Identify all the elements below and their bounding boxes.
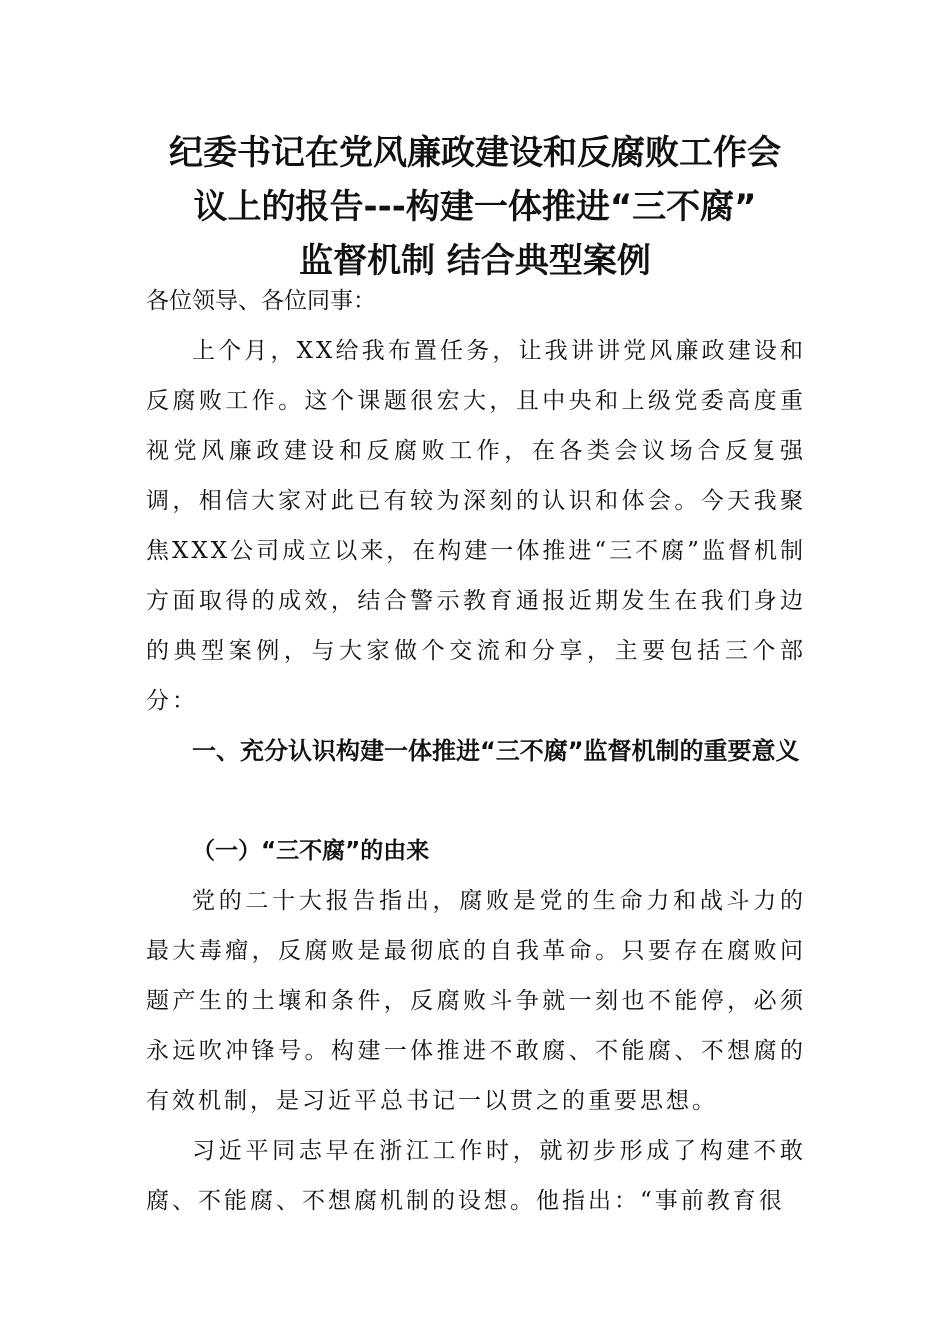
section-heading: 一、充分认识构建一体推进“三不腐”监督机制的重要意义	[192, 737, 800, 765]
subsection-heading: （一）“三不腐”的由来	[192, 838, 430, 864]
body-paragraph: 习近平同志早在浙江工作时，就初步形成了构建不敢腐、不能腐、不想腐机制的设想。他指出：“事前教育很	[146, 1138, 806, 1214]
document-title	[140, 126, 810, 288]
title-line-3: 监督机制 结合典型案例	[299, 241, 651, 281]
body-paragraph: 党的二十大报告指出，腐败是党的生命力和战斗力的最大毒瘤，反腐败是最彻底的自我革命。只要存在腐败问题产生的土壤和条件，反腐败斗争就一刻也不能停，必须永远吹冲锋号。构建一体推进不敢腐、不能腐、不想腐的有效机制，是习近平总书记一以贯之的重要思想。	[146, 888, 806, 1114]
title-line-1: 纪委书记在党风廉政建设和反腐败工作会	[169, 133, 781, 173]
salutation: 各位领导、各位同事：	[146, 288, 376, 314]
title-line-2: 议上的报告---构建一体推进“三不腐”	[193, 187, 757, 227]
intro-paragraph: 上个月，XX给我布置任务，让我讲讲党风廉政建设和反腐败工作。这个课题很宏大，且中央和上级党委高度重视党风廉政建设和反腐败工作，在各类会议场合反复强调，相信大家对此已有较为深刻的认识和体会。今天我聚焦XXX公司成立以来，在构建一体推进“三不腐”监督机制方面取得的成效，结合警示教育通报近期发生在我们身边的典型案例，与大家做个交流和分享，主要包括三个部分：	[146, 338, 806, 714]
